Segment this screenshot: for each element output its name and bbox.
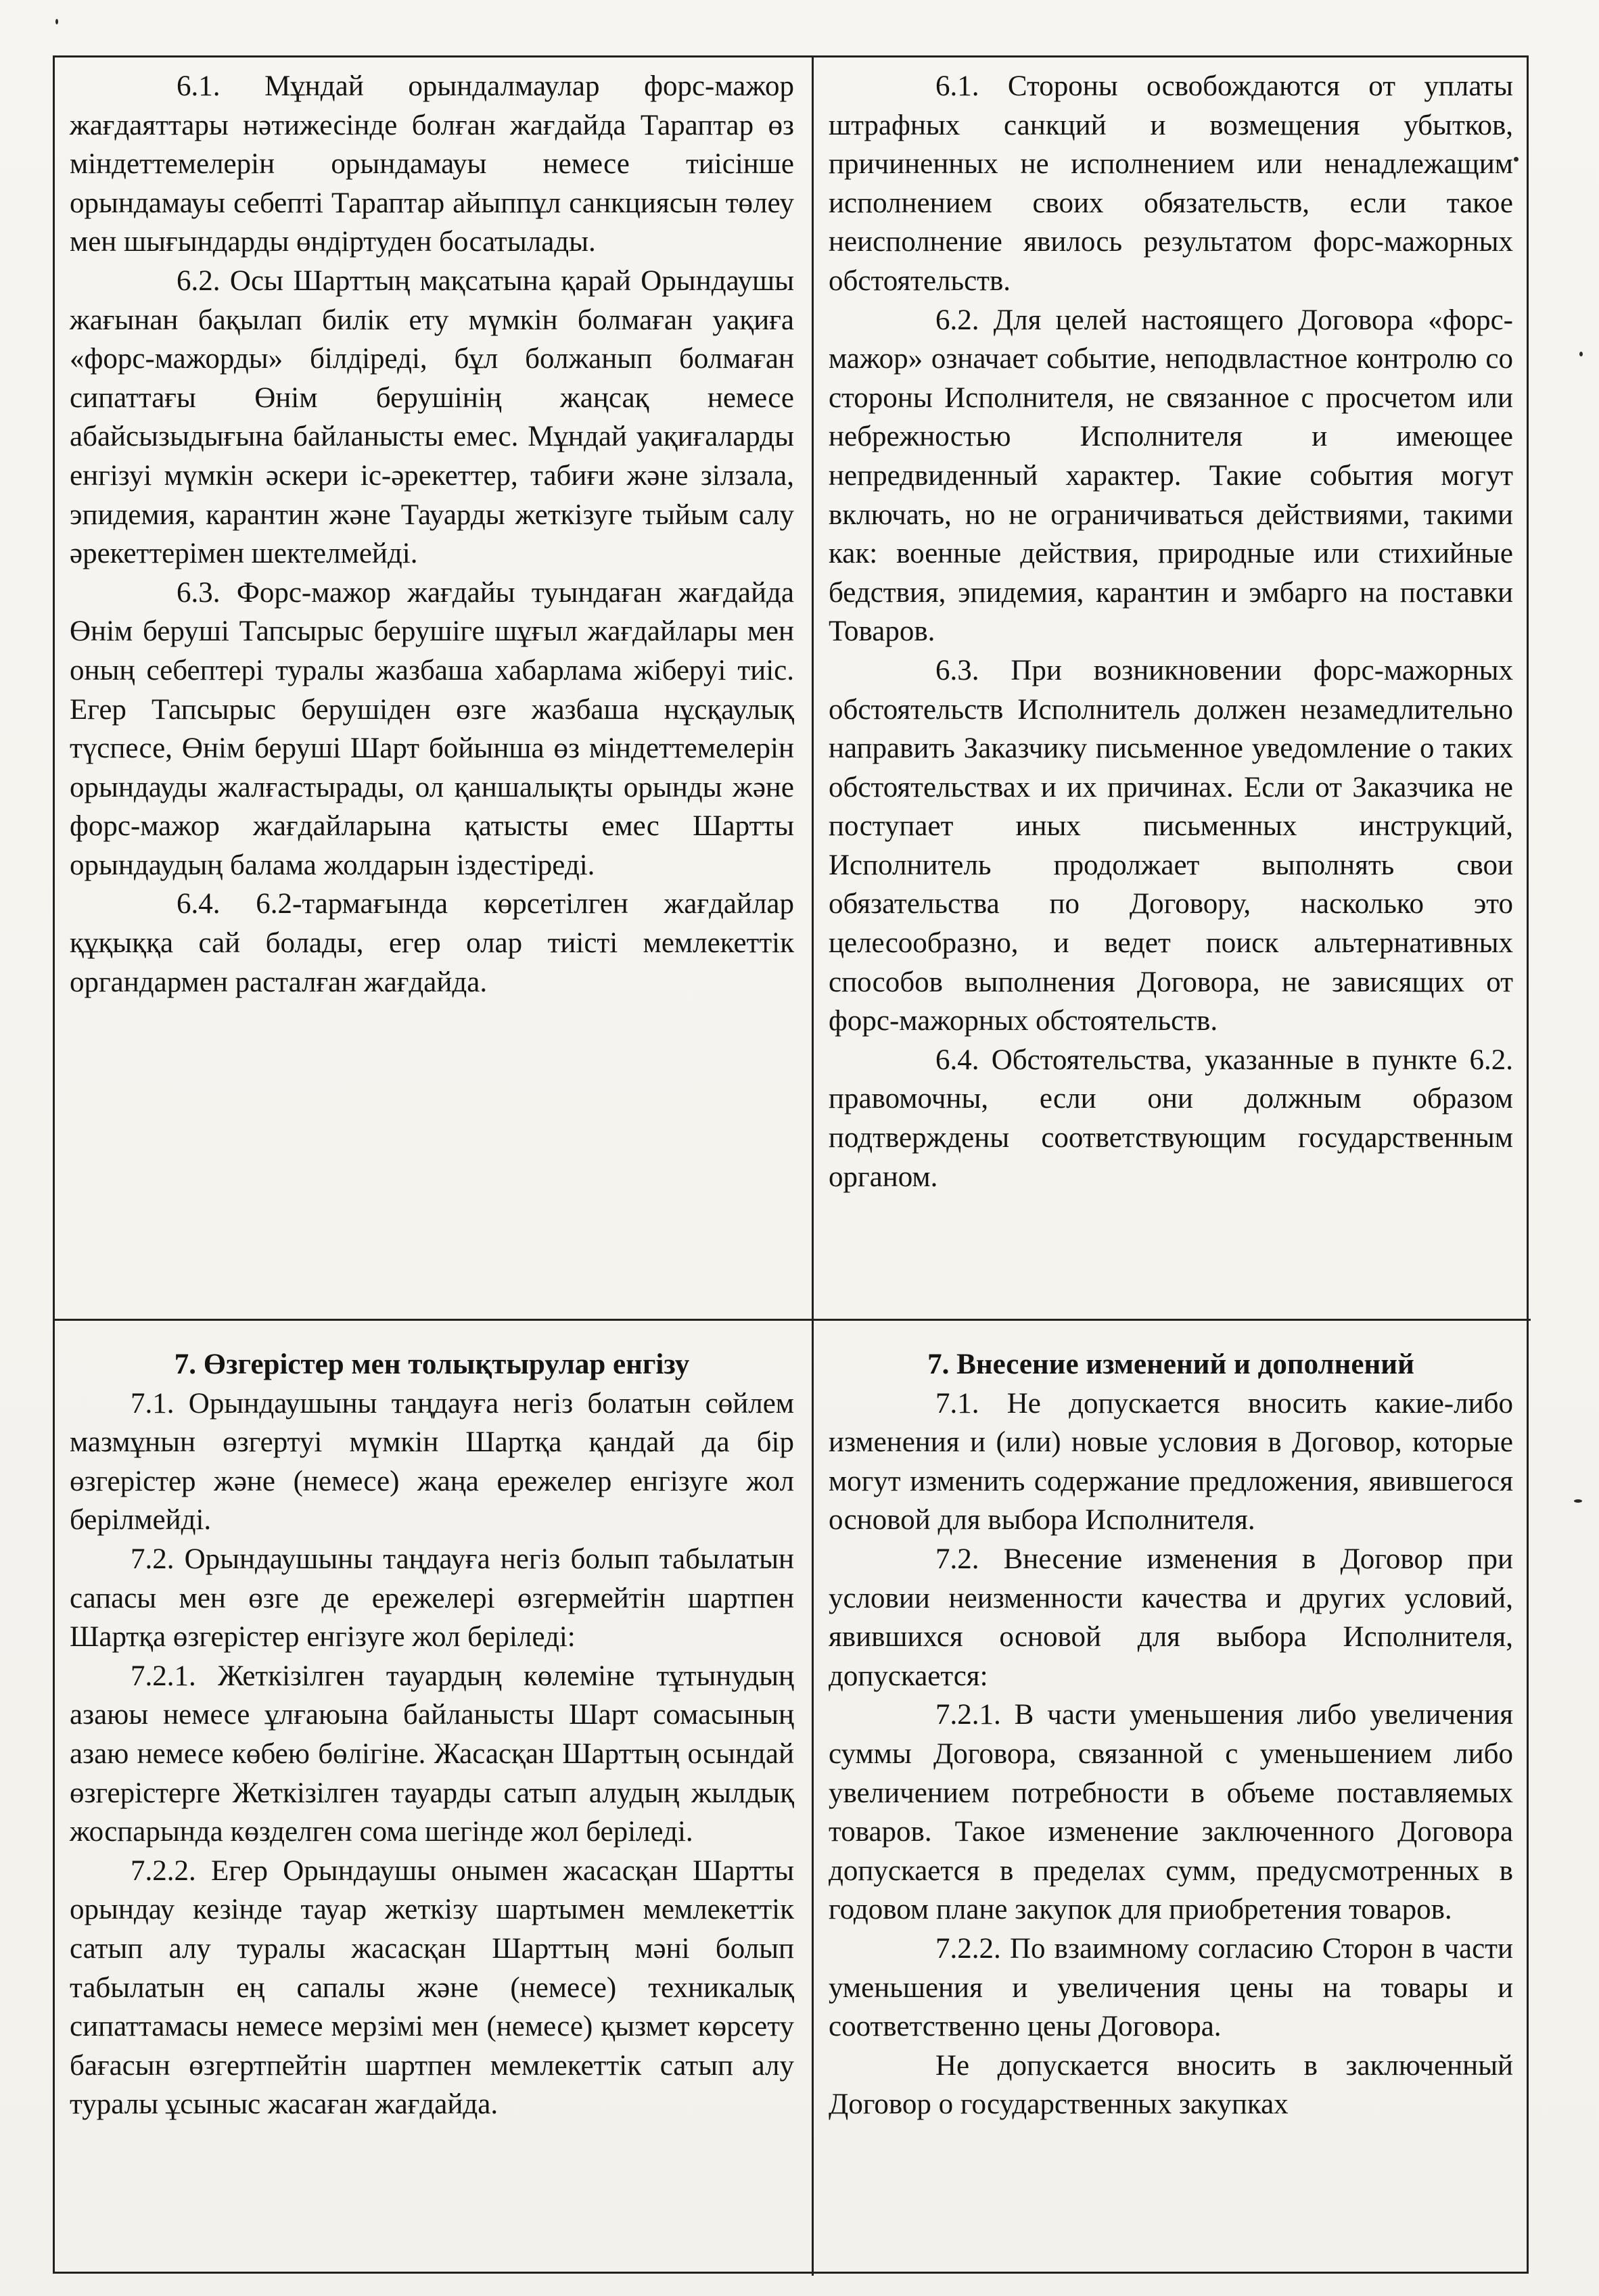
ru-clause-7-2-1: 7.2.1. В части уменьшения либо увеличения суммы Договора, связанной с уменьшением либо увеличением потребности в объеме поставляемых товаров. Такое изменение заключенного Договора допускается в пределах сумм, предусмотренных в годовом плане закупок для приобретения товаров.: [829, 1699, 1513, 1926]
bilingual-contract-table: [53, 55, 1529, 2274]
kz-clause-7-2-1: 7.2.1. Жеткізілген тауардың көлеміне тұтынудың азаюы немесе ұлғаюына байланысты Шарт сомасының азаю немесе көбею бөлігіне. Жасасқан Шарттың осындай өзгерістерге Жеткізілген тауарды сатып алудың жылдық жоспарында көзделген сома шегінде жол беріледі.: [70, 1660, 794, 1848]
ru-clause-6-3: 6.3. При возникновении форс-мажорных обстоятельств Исполнитель должен незамедлительно направить Заказчику письменное уведомление о таких обстоятельствах и их причинах. Если от Заказчика не поступает иных письменных инструкций, Исполнитель продолжает выполнять свои обязательства по Договору, насколько это целесообразно, и ведет поиск альтернативных способов выполнения Договора, не зависящих от форс-мажорных обстоятельств.: [829, 654, 1513, 1037]
kz-clause-7-1: 7.1. Орындаушыны таңдауға негіз болатын сөйлем мазмұнын өзгертуі мүмкін Шартқа қандай да бір өзгерістер және (немесе) жаңа ережелер енгізуге жол берілмейді.: [70, 1387, 794, 1537]
kz-clause-7-2-2: 7.2.2. Егер Орындаушы онымен жасасқан Шартты орындау кезінде тауар жеткізу шартымен мемлекеттік сатып алу туралы жасасқан Шарттың мәні болып табылатын ең сапалы және (немесе) техникалық сипаттамасы немесе мерзімі мен (немесе) қызмет көрсету бағасын өзгертпейтін шартпен мемлекеттік сатып алу туралы ұсыныс жасаған жағдайда.: [70, 1854, 794, 2121]
ru-clause-6-2: 6.2. Для целей настоящего Договора «форс-мажор» означает событие, неподвластное контролю со стороны Исполнителя, не связанное с просчетом или небрежностью Исполнителя и имеющее непредвиденный характер. Такие события могут включать, но не ограничиваться действиями, такими как: военные действия, природные или стихийные бедствия, эпидемия, карантин и эмбарго на поставки Товаров.: [829, 304, 1513, 648]
kz-clause-7-2: 7.2. Орындаушыны таңдауға негіз болып табылатын сапасы мен өзге де ережелері өзгермейтін шартпен Шартқа өзгерістер енгізуге жол беріледі:: [70, 1543, 794, 1654]
kz-clause-6-1: 6.1. Мұндай орындалмаулар форс-мажор жағдаяттары нәтижесінде болған жағдайда Тараптар өз міндеттемелерін орындамауы немесе тиісінше орындамауы себепті Тараптар айыппұл санкциясын төлеу мен шығындарды өндіртуден босатылады.: [70, 70, 794, 258]
ru-clause-6-1: 6.1. Стороны освобождаются от уплаты штрафных санкций и возмещения убытков, причиненных не исполнением или ненадлежащим исполнением своих обязательств, если такое неисполнение явилось результатом форс-мажорных обстоятельств.: [829, 70, 1513, 297]
ru-clause-6-4: 6.4. Обстоятельства, указанные в пункте 6.2. правомочны, если они должным образом подтверждены соответствующим государственным органом.: [829, 1044, 1513, 1193]
kazakh-section-6-cell: [55, 57, 814, 1321]
kz-section-7-heading: 7. Өзгерістер мен толықтырулар енгізу: [174, 1349, 690, 1380]
ru-clause-7-continuation: Не допускается вносить в заключенный Договор о государственных закупках: [829, 2049, 1513, 2121]
kazakh-section-7-cell: [55, 1321, 814, 2276]
kz-clause-6-3: 6.3. Форс-мажор жағдайы туындаған жағдайда Өнім беруші Тапсырыс берушіге шұғыл жағдайлары мен оның себептері туралы жазбаша хабарлама жіберуі тиіс. Егер Тапсырыс берушіден өзге жазбаша нұсқаулық түспесе, Өнім беруші Шарт бойынша өз міндеттемелерін орындауды жалғастырады, ол қаншалықты орынды және форс-мажор жағдайларына қатысты емес Шартты орындаудың балама жолдарын іздестіреді.: [70, 576, 794, 881]
russian-section-7-cell: [814, 1321, 1531, 2276]
scan-speck: [1574, 1499, 1582, 1503]
ru-clause-7-1: 7.1. Не допускается вносить какие-либо изменения и (или) новые условия в Договор, которые могут изменить содержание предложения, явившегося основой для выбора Исполнителя.: [829, 1387, 1513, 1537]
kz-clause-6-2: 6.2. Осы Шарттың мақсатына қарай Орындаушы жағынан бақылап билік ету мүмкін болмаған уақиға «форс-мажорды» білдіреді, бұл болжанып болмаған сипаттағы Өнім берушінің жаңсақ немесе абайсызыдығына байланысты емес. Мұндай уақиғаларды енгізуі мүмкін әскери іс-әрекеттер, табиғи және зілзала, эпидемия, карантин және Тауарды жеткізуге тыйым салу әрекеттерімен шектелмейді.: [70, 264, 794, 570]
kz-clause-6-4: 6.4. 6.2-тармағында көрсетілген жағдайлар құқыққа сай болады, егер олар тиісті мемлекеттік органдармен расталған жағдайда.: [70, 888, 794, 998]
scan-speck: [1579, 352, 1583, 356]
scan-speck: [55, 19, 58, 24]
scan-speck: [1514, 157, 1519, 162]
ru-clause-7-2-2: 7.2.2. По взаимному согласию Сторон в части уменьшения и увеличения цены на товары и соответственно цены Договора.: [829, 1932, 1513, 2043]
russian-section-6-cell: [814, 57, 1531, 1321]
ru-section-7-heading: 7. Внесение изменений и дополнений: [927, 1349, 1414, 1380]
ru-clause-7-2: 7.2. Внесение изменения в Договор при условии неизменности качества и других условий, явившихся основой для выбора Исполнителя, допускается:: [829, 1543, 1513, 1692]
